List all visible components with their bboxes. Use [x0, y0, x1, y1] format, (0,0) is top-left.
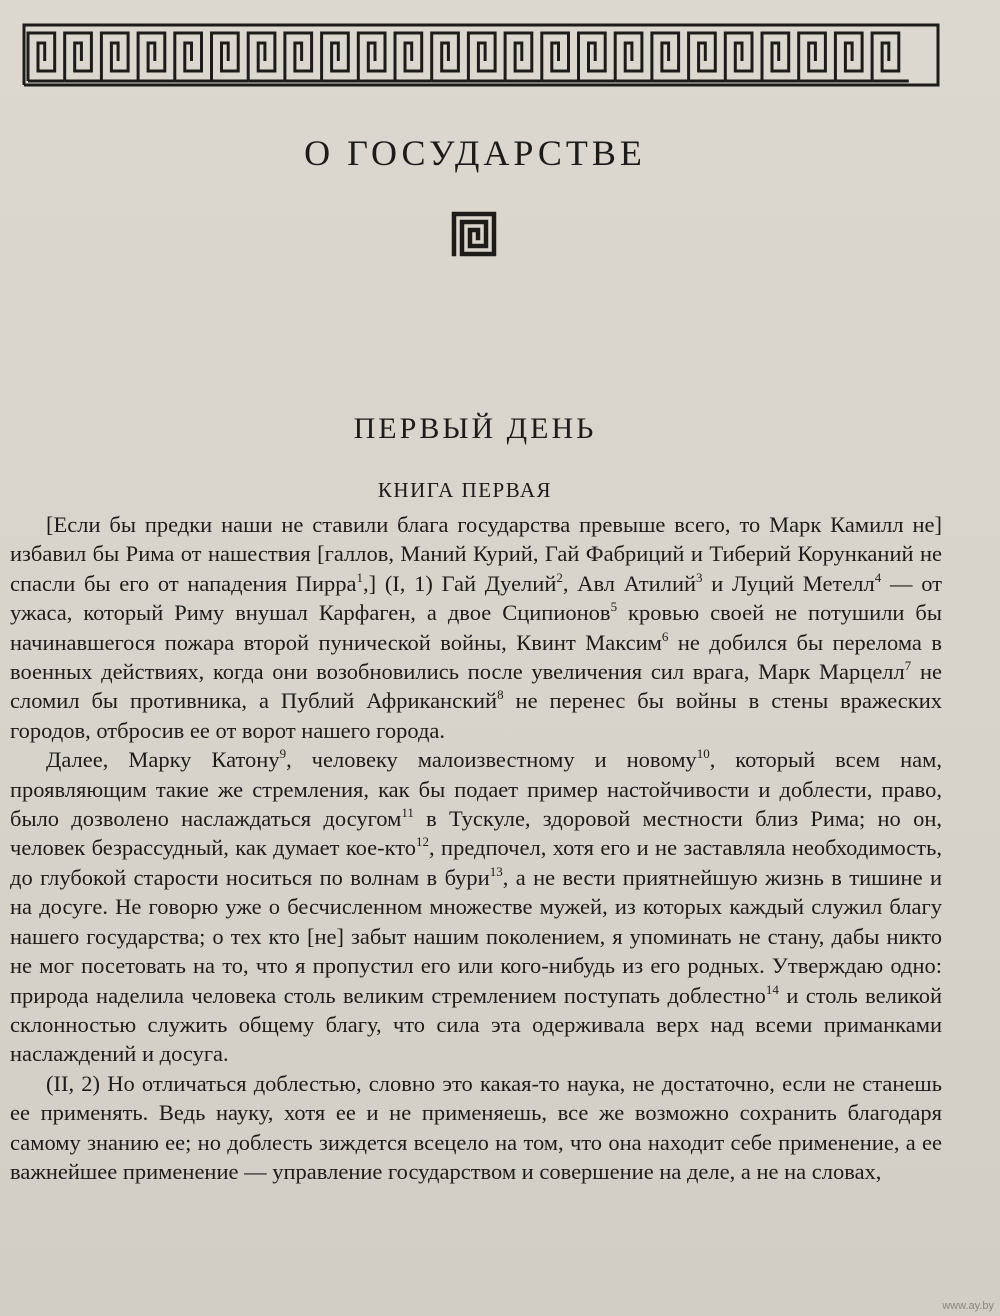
text-run: , предпочел, хотя его и не заставляла необходимость, до глубокой старости носиться по волнам в бури [10, 835, 942, 890]
footnote-ref: 6 [661, 628, 669, 644]
watermark: www.ay.by [942, 1300, 994, 1312]
page-title: О ГОСУДАРСТВЕ [304, 133, 646, 173]
text-run: — от ужаса, который Риму внушал Карфаген, а двое Сципионов [10, 570, 942, 626]
paragraph-2 [10, 745, 942, 1068]
paragraph-1 [10, 510, 942, 745]
text-run: не перенес бы войны в стены вражеских городов, отбросив ее от ворот нашего города. [10, 688, 942, 743]
footnote-ref: 5 [610, 599, 618, 615]
footnote-ref: 9 [279, 746, 287, 762]
text-run: не добился бы перелома в военных действиях, когда они возобновились после увеличения сил врага, Марк Марцелл [10, 629, 942, 685]
text-run: Далее, Марку Катону [46, 747, 280, 773]
footnote-ref: 10 [696, 746, 710, 762]
footnote-ref: 12 [416, 834, 430, 850]
paragraph-3 [10, 1069, 942, 1187]
text-run: , человеку малоизвестному и новому [286, 747, 697, 773]
text-run: , Авл Атилий [562, 570, 697, 596]
text-run: ,] (I, 1) Гай Дуелий [362, 570, 557, 596]
footnote-ref: 14 [765, 981, 779, 997]
text-run: (II, 2) Но отличаться доблестью, словно это какая-то наука, не достаточно, если не станешь ее применять. Ведь науку, хотя ее и не применяешь, все же возможно сохранить благодаря самому знанию ее; но доблесть зиждется всецело на том, что она находит себе применение, а ее важнейшее применение — управление государством и совершение на деле, а не на словах, [10, 1070, 942, 1184]
body-text [10, 510, 942, 1186]
text-run: [Если бы предки наши не ставили блага государства превыше всего, то Марк Камилл не] избавил бы Рима от нашествия [галлов, Маний Курий, Гай Фабриций и Тиберий Корунканий не спасли бы его от нападения Пирра [10, 512, 942, 596]
greek-meander-border-icon [22, 22, 940, 88]
subsection-heading: КНИГА ПЕРВАЯ [377, 478, 553, 502]
text-run: не сломил бы противника, а Публий Африканский [10, 659, 942, 714]
footnote-ref: 11 [401, 805, 414, 821]
section-heading: ПЕРВЫЙ ДЕНЬ [353, 412, 597, 445]
footnote-ref: 2 [556, 569, 563, 585]
footnote-ref: 7 [904, 658, 912, 674]
footnote-ref: 3 [696, 569, 703, 585]
footnote-ref: 1 [356, 569, 363, 585]
text-run: и Луций Метелл [702, 570, 875, 596]
text-run: , а не вести приятнейшую жизнь в тишине и на досуге. Не говорю уже о бесчисленном множестве мужей, из которых каждый служил благу нашего государства; о тех кто [не] забыт нашим поколением, я упоминать не стану, дабы никто не мог посетовать на то, что я пропустил его или кого-нибудь из его родных. Утверждаю одно: природа наделила человека столь великим стремлением поступать доблестно [10, 864, 942, 1008]
footnote-ref: 8 [497, 687, 504, 703]
text-run: и столь великой склонностью служить общему благу, что сила эта одерживала верх над всеми приманками наслаждений и досуга. [10, 982, 942, 1067]
text-run: кровью своей не потушили бы начинавшегося пожара второй пунической войны, Квинт Максим [10, 600, 942, 655]
meander-ornament-icon [450, 210, 498, 258]
text-run: , который всем нам, проявляющим такие же стремления, как бы подает пример настойчивости и доблести, право, было дозволено наслаждаться досугом [10, 747, 943, 832]
footnote-ref: 13 [489, 863, 503, 879]
text-run: в Тускуле, здоровой местности близ Рима; но он, человек безрассудный, как думает кое-кто [10, 806, 942, 861]
footnote-ref: 4 [874, 569, 882, 585]
